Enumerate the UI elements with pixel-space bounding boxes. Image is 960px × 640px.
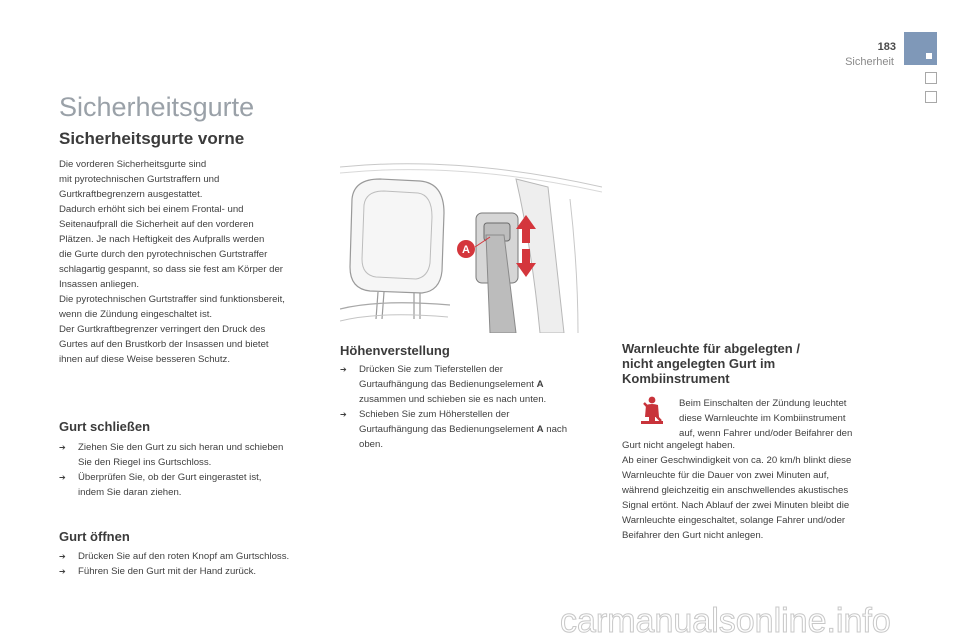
text-line: diese Warnleuchte im Kombiinstrument xyxy=(679,413,846,424)
text-line: mit pyrotechnischen Gurtstraffern und xyxy=(59,174,220,185)
arrow-bullet-icon: ➔ xyxy=(59,567,66,576)
text-line xyxy=(359,422,610,437)
text-line: die Gurte durch den pyrotechnischen Gurtstraffer xyxy=(59,249,268,260)
watermark xyxy=(560,598,940,640)
text-line: Ab einer Geschwindigkeit von ca. 20 km/h blinkt diese xyxy=(622,455,852,466)
list-item xyxy=(59,470,329,500)
text-line: Sie den Riegel ins Gurtschloss. xyxy=(78,457,212,468)
watermark-text: carmanualsonline.info xyxy=(560,602,891,640)
seatbelt-warning-icon xyxy=(636,395,668,425)
arrow-bullet-icon: ➔ xyxy=(59,552,66,561)
text-line: Plätzen. Je nach Heftigkeit des Aufpralls werden xyxy=(59,234,265,245)
list-item xyxy=(340,407,610,452)
page-title: Sicherheitsgurte xyxy=(59,92,255,122)
section-title: Sicherheitsgurte vorne xyxy=(59,129,245,148)
tab-marker xyxy=(926,53,932,59)
chapter-tab[interactable] xyxy=(925,91,937,103)
text-line: Gurtkraftbegrenzern ausgestattet. xyxy=(59,189,203,200)
steps-gurt-schliessen xyxy=(59,440,329,500)
text-line: Dadurch erhöht sich bei einem Frontal- und xyxy=(59,204,244,215)
text-line: Die vorderen Sicherheitsgurte sind xyxy=(59,159,207,170)
text-line: Beifahrer den Gurt nicht anlegen. xyxy=(622,530,764,541)
text-line: Warnleuchte für die Dauer von zwei Minuten auf, xyxy=(622,470,830,481)
arrow-bullet-icon: ➔ xyxy=(59,473,66,482)
text-line: Drücken Sie zum Tieferstellen der xyxy=(359,364,503,375)
text-line: oben. xyxy=(359,439,384,450)
arrow-bullet-icon: ➔ xyxy=(340,410,347,419)
text-line: Insassen anliegen. xyxy=(59,279,140,290)
text-line: während gleichzeitig ein anschwellendes akustisches xyxy=(622,485,849,496)
list-item xyxy=(340,362,610,407)
section-name: Sicherheit xyxy=(845,56,894,68)
list-item xyxy=(59,440,329,470)
text-line: Warnleuchte eingeschaltet, solange Fahrer und/oder xyxy=(622,515,846,526)
text-span: Gurtaufhängung das Bedienungselement xyxy=(359,424,537,435)
text-line: Drücken Sie auf den roten Knopf am Gurtschloss. xyxy=(78,551,290,562)
steps-hoehenverstellung xyxy=(340,362,610,452)
text-line: Ziehen Sie den Gurt zu sich heran und schieben xyxy=(78,442,284,453)
seat-belt-height-adjuster-illustration xyxy=(340,159,602,333)
text-line: Gurtes auf den Brustkorb der Insassen und bietet xyxy=(59,339,269,350)
arrow-bullet-icon: ➔ xyxy=(59,443,66,452)
text-line: Seitenaufprall die Sicherheit auf den vorderen xyxy=(59,219,254,230)
text-line: Führen Sie den Gurt mit der Hand zurück. xyxy=(78,566,257,577)
steps-gurt-oeffnen xyxy=(59,549,329,579)
text-line: Gurt nicht angelegt haben. xyxy=(622,440,736,451)
heading-line: Kombiinstrument xyxy=(622,371,730,386)
chapter-tab[interactable] xyxy=(925,72,937,84)
text-line: indem Sie daran ziehen. xyxy=(78,487,182,498)
warn-paragraph xyxy=(622,438,892,543)
control-label-a: A xyxy=(536,379,544,390)
text-line: Beim Einschalten der Zündung leuchtet xyxy=(679,398,847,409)
text-line: wenn die Zündung eingeschaltet ist. xyxy=(59,309,213,320)
text-span: nach xyxy=(543,424,568,435)
text-line: zusammen und schieben sie es nach unten. xyxy=(359,394,547,405)
text-line: Überprüfen Sie, ob der Gurt eingerastet ist, xyxy=(78,472,262,483)
text-line: Signal ertönt. Nach Ablauf der zwei Minuten bleibt die xyxy=(622,500,850,511)
heading-line: nicht angelegten Gurt im xyxy=(622,356,776,371)
heading-hoehenverstellung: Höhenverstellung xyxy=(340,343,450,358)
text-line: schlagartig gespannt, so dass sie fest am Körper der xyxy=(59,264,283,275)
page-number: 183 xyxy=(877,41,896,53)
heading-line: Warnleuchte für abgelegten / xyxy=(622,341,800,356)
list-item xyxy=(59,549,329,564)
heading-gurt-oeffnen: Gurt öffnen xyxy=(59,529,130,544)
heading-gurt-schliessen: Gurt schließen xyxy=(59,419,151,434)
list-item xyxy=(59,564,329,579)
heading-warnleuchte xyxy=(622,341,852,386)
warn-paragraph-indented xyxy=(679,396,899,441)
chapter-tab-active[interactable] xyxy=(904,32,937,65)
text-line: ihnen auf diese Weise besseren Schutz. xyxy=(59,354,231,365)
callout-label-a: A xyxy=(462,244,470,256)
control-label-a: A xyxy=(536,424,544,435)
text-line: Der Gurtkraftbegrenzer verringert den Druck des xyxy=(59,324,266,335)
text-line: Die pyrotechnischen Gurtstraffer sind funktionsbereit, xyxy=(59,294,285,305)
text-line: auf, wenn Fahrer und/oder Beifahrer den xyxy=(679,428,853,439)
arrow-bullet-icon: ➔ xyxy=(340,365,347,374)
intro-paragraph xyxy=(59,157,323,367)
text-line xyxy=(359,377,610,392)
text-span: Gurtaufhängung das Bedienungselement xyxy=(359,379,537,390)
text-line: Schieben Sie zum Höherstellen der xyxy=(359,409,510,420)
